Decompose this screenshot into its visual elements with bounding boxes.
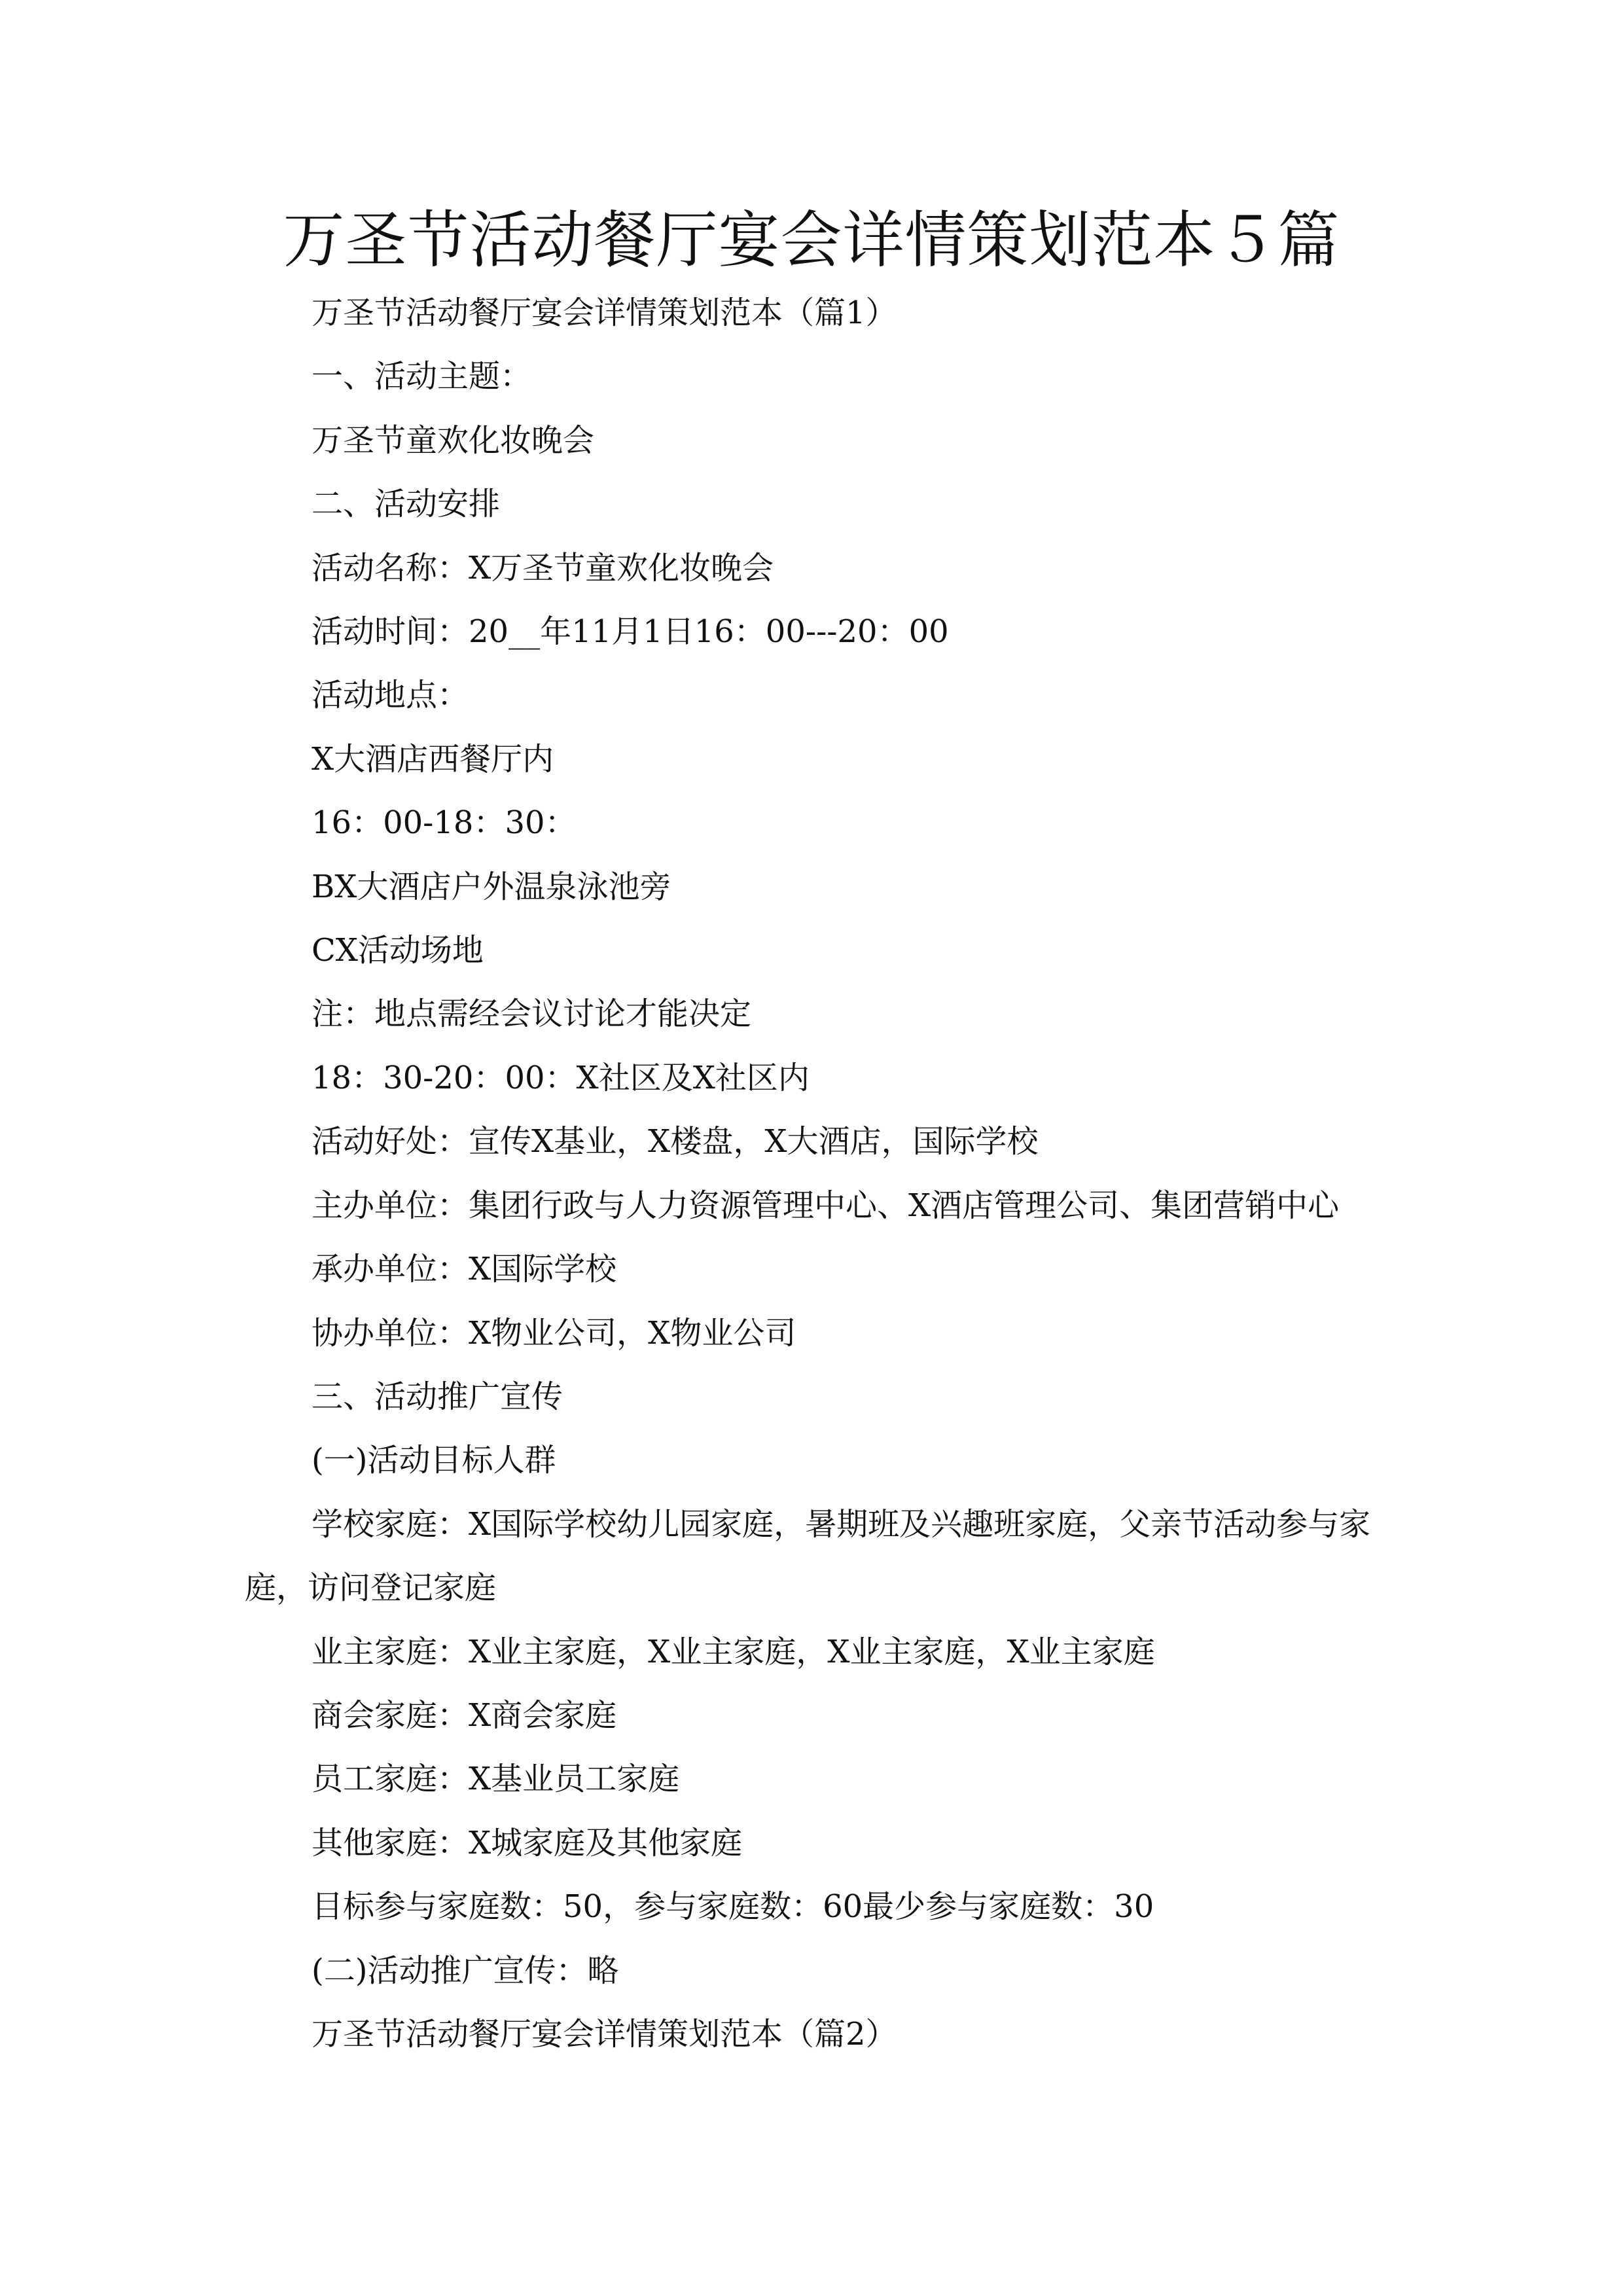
paragraph-promotion-detail: (二)活动推广宣传：略 (312, 1952, 619, 1989)
paragraph-arrangement-heading: 二、活动安排 (312, 486, 501, 523)
document-title: 万圣节活动餐厅宴会详情策划范本５篇 (283, 205, 1340, 276)
paragraph-venue-c: CX活动场地 (312, 932, 484, 969)
paragraph-venue-note: 注：地点需经会议讨论才能决定 (312, 996, 752, 1033)
paragraph-theme-heading: 一、活动主题： (312, 358, 532, 395)
paragraph-venue-a: X大酒店西餐厅内 (312, 740, 554, 778)
paragraph-event-time: 活动时间：20__年11月1日16：00---20：00 (312, 613, 949, 651)
paragraph-chamber-families: 商会家庭：X商会家庭 (312, 1696, 617, 1734)
paragraph-event-name: 活动名称：X万圣节童欢化妆晚会 (312, 549, 774, 586)
paragraph-time-slot-2: 18：30-20：00：X社区及X社区内 (312, 1059, 810, 1096)
paragraph-section-heading: 万圣节活动餐厅宴会详情策划范本（篇1） (312, 295, 897, 331)
document-body (245, 281, 1383, 2066)
paragraph-school-families: 学校家庭：X国际学校幼儿园家庭，暑期班及兴趣班家庭，父亲节活动参与家庭，访问登记家庭 (245, 1505, 1371, 1607)
paragraph-promotion-heading: 三、活动推广宣传 (312, 1378, 563, 1415)
paragraph-theme: 万圣节童欢化妆晚会 (312, 422, 595, 459)
paragraph-owner-families: 业主家庭：X业主家庭，X业主家庭，X业主家庭，X业主家庭 (312, 1633, 1155, 1670)
paragraph-co-organizer: 协办单位：X物业公司，X物业公司 (312, 1314, 796, 1352)
paragraph-venue-heading: 活动地点： (312, 677, 469, 714)
paragraph-time-slot-1: 16：00-18：30： (312, 804, 577, 842)
paragraph-target-heading: (一)活动目标人群 (312, 1442, 556, 1479)
paragraph-next-section-heading: 万圣节活动餐厅宴会详情策划范本（篇2） (312, 2015, 897, 2053)
paragraph-organizer: 主办单位：集团行政与人力资源管理中心、X酒店管理公司、集团营销中心 (312, 1187, 1340, 1224)
paragraph-benefits: 活动好处：宣传X基业，X楼盘，X大酒店，国际学校 (312, 1123, 1039, 1160)
paragraph-venue-b: BX大酒店户外温泉泳池旁 (312, 868, 671, 905)
paragraph-other-families: 其他家庭：X城家庭及其他家庭 (312, 1824, 743, 1861)
paragraph-staff-families: 员工家庭：X基业员工家庭 (312, 1761, 680, 1798)
paragraph-family-counts: 目标参与家庭数：50，参与家庭数：60最少参与家庭数：30 (312, 1888, 1154, 1926)
paragraph-undertaker: 承办单位：X国际学校 (312, 1251, 617, 1288)
